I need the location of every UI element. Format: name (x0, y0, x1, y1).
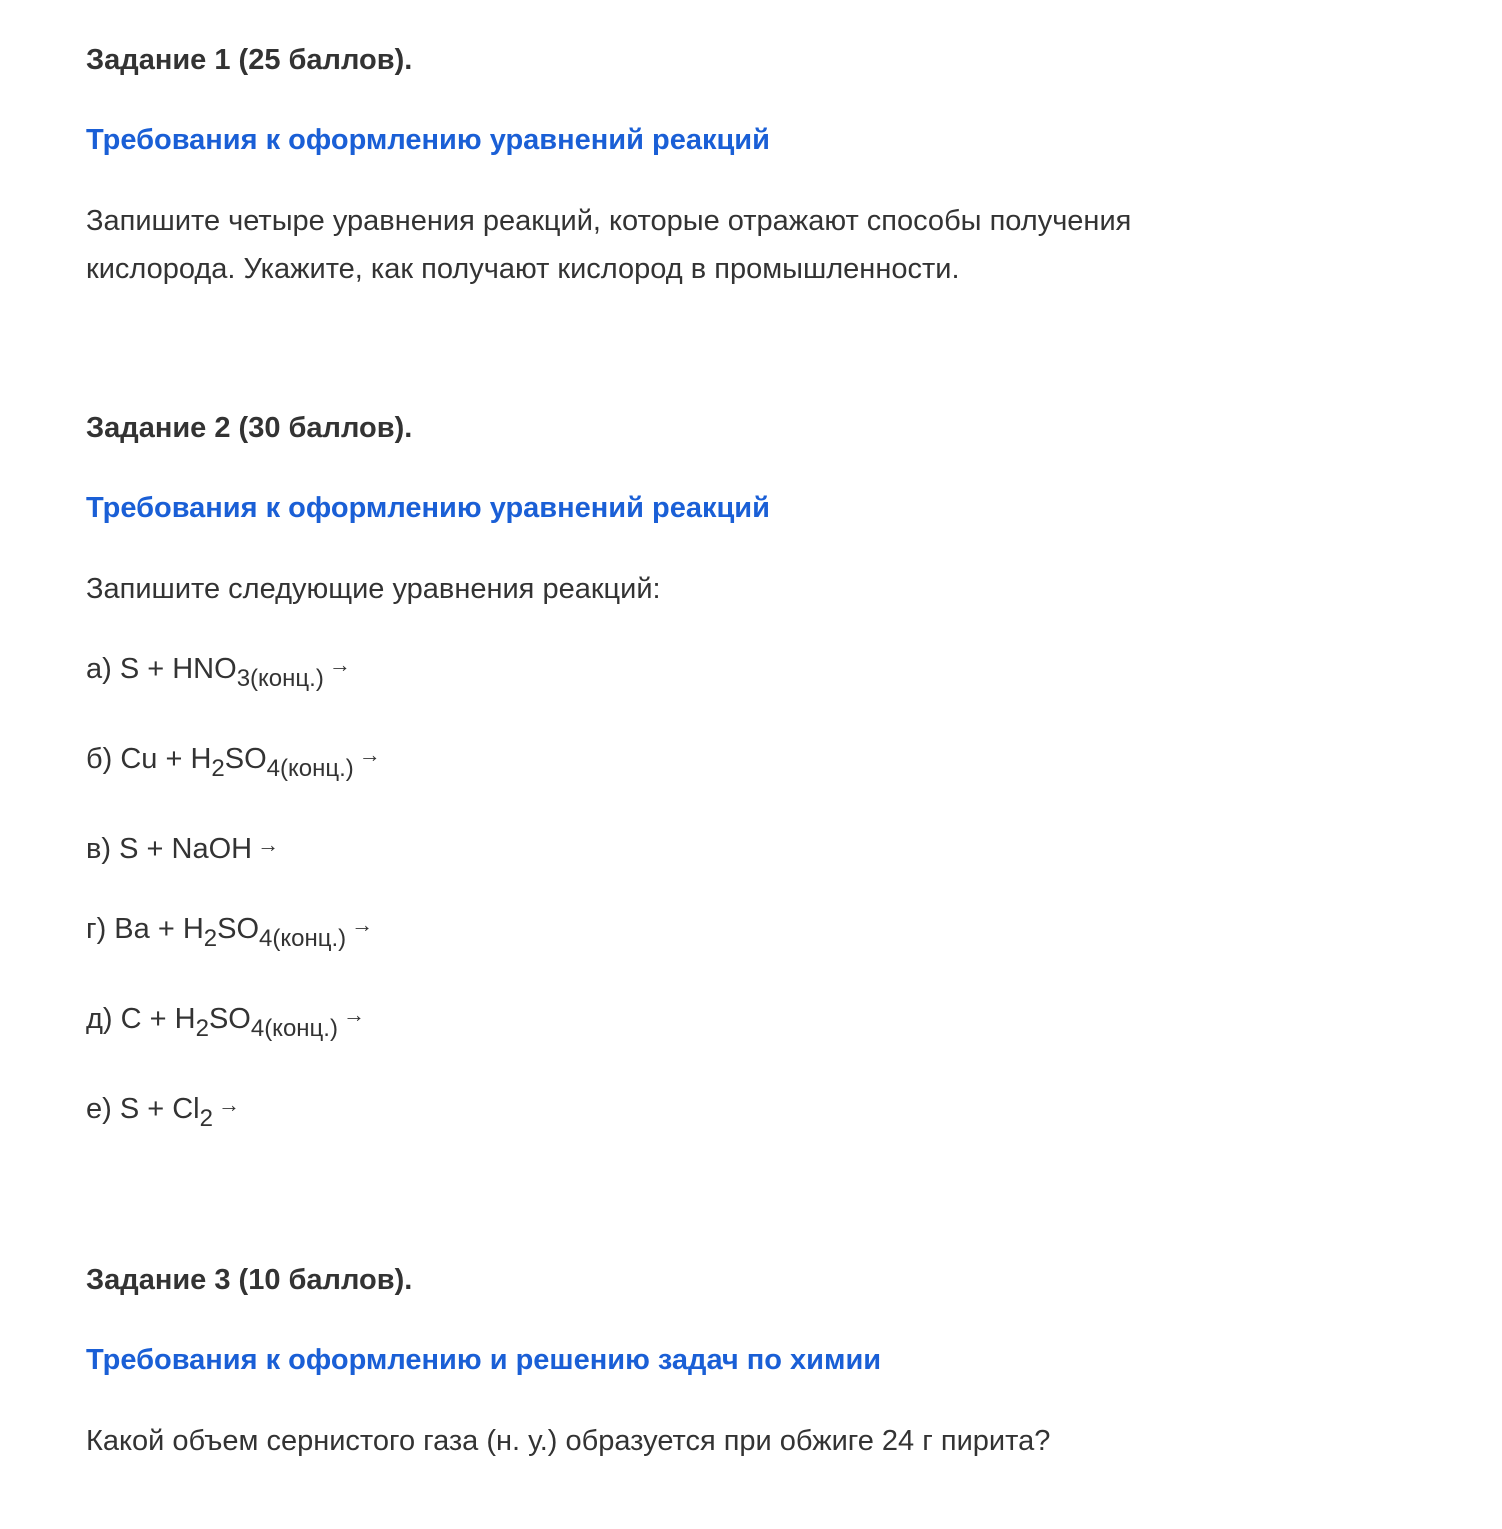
equation-e-subscript-1: 2 (195, 1015, 209, 1042)
task-1-text-line-2: кислорода. Укажите, как получают кислород в промышленности. (86, 253, 960, 285)
equation-d (86, 912, 374, 952)
equation-f-subscript: 2 (199, 1105, 213, 1132)
equation-e-subscript-2: 4(конц.) (250, 1015, 338, 1042)
task-1-text-line-1: Запишите четыре уравнения реакций, которые отражают способы получения (86, 205, 1132, 237)
equation-e-arrow: → (342, 1002, 365, 1027)
equation-a-arrow: → (328, 652, 351, 677)
equation-f-prefix: е) S + Cl (86, 1093, 200, 1125)
equation-a-subscript: 3(конц.) (236, 665, 324, 692)
equation-d-mid: SO (217, 913, 260, 945)
equation-b-arrow: → (358, 742, 381, 767)
equation-b-subscript-1: 2 (211, 755, 225, 782)
equation-e-prefix: д) C + H (86, 1003, 196, 1035)
equation-c (86, 834, 279, 864)
task-3-text: Какой объем сернистого газа (н. у.) образуется при обжиге 24 г пирита? (86, 1425, 1051, 1457)
equation-a (86, 652, 351, 692)
equation-d-subscript-2: 4(конц.) (259, 925, 347, 952)
task-1-title: Задание 1 (25 баллов). (86, 44, 413, 76)
equation-a-prefix: а) S + HNO (86, 653, 237, 685)
equation-d-arrow: → (351, 912, 374, 937)
task-2-text: Запишите следующие уравнения реакций: (86, 573, 661, 605)
equation-b-prefix: б) Cu + H (86, 743, 212, 775)
equation-f-arrow: → (217, 1092, 240, 1117)
task-2-title: Задание 2 (30 баллов). (86, 412, 413, 444)
task-3-title: Задание 3 (10 баллов). (86, 1264, 413, 1296)
equation-e (86, 1002, 365, 1042)
task-3-requirements-link[interactable]: Требования к оформлению и решению задач по химии (86, 1344, 882, 1376)
task-2-requirements-link[interactable]: Требования к оформлению уравнений реакций (86, 492, 770, 524)
task-1-text (86, 197, 1346, 293)
equation-b-mid: SO (224, 743, 267, 775)
equation-e-mid: SO (208, 1003, 251, 1035)
equation-b (86, 742, 381, 782)
equation-c-arrow: → (257, 832, 280, 857)
equation-f (86, 1092, 240, 1132)
equation-b-subscript-2: 4(конц.) (266, 755, 354, 782)
equation-d-subscript-1: 2 (203, 925, 218, 952)
equation-c-prefix: в) S + NaOH (86, 833, 253, 865)
equation-d-prefix: г) Ba + H (86, 913, 204, 945)
task-1-requirements-link[interactable]: Требования к оформлению уравнений реакций (86, 124, 770, 156)
